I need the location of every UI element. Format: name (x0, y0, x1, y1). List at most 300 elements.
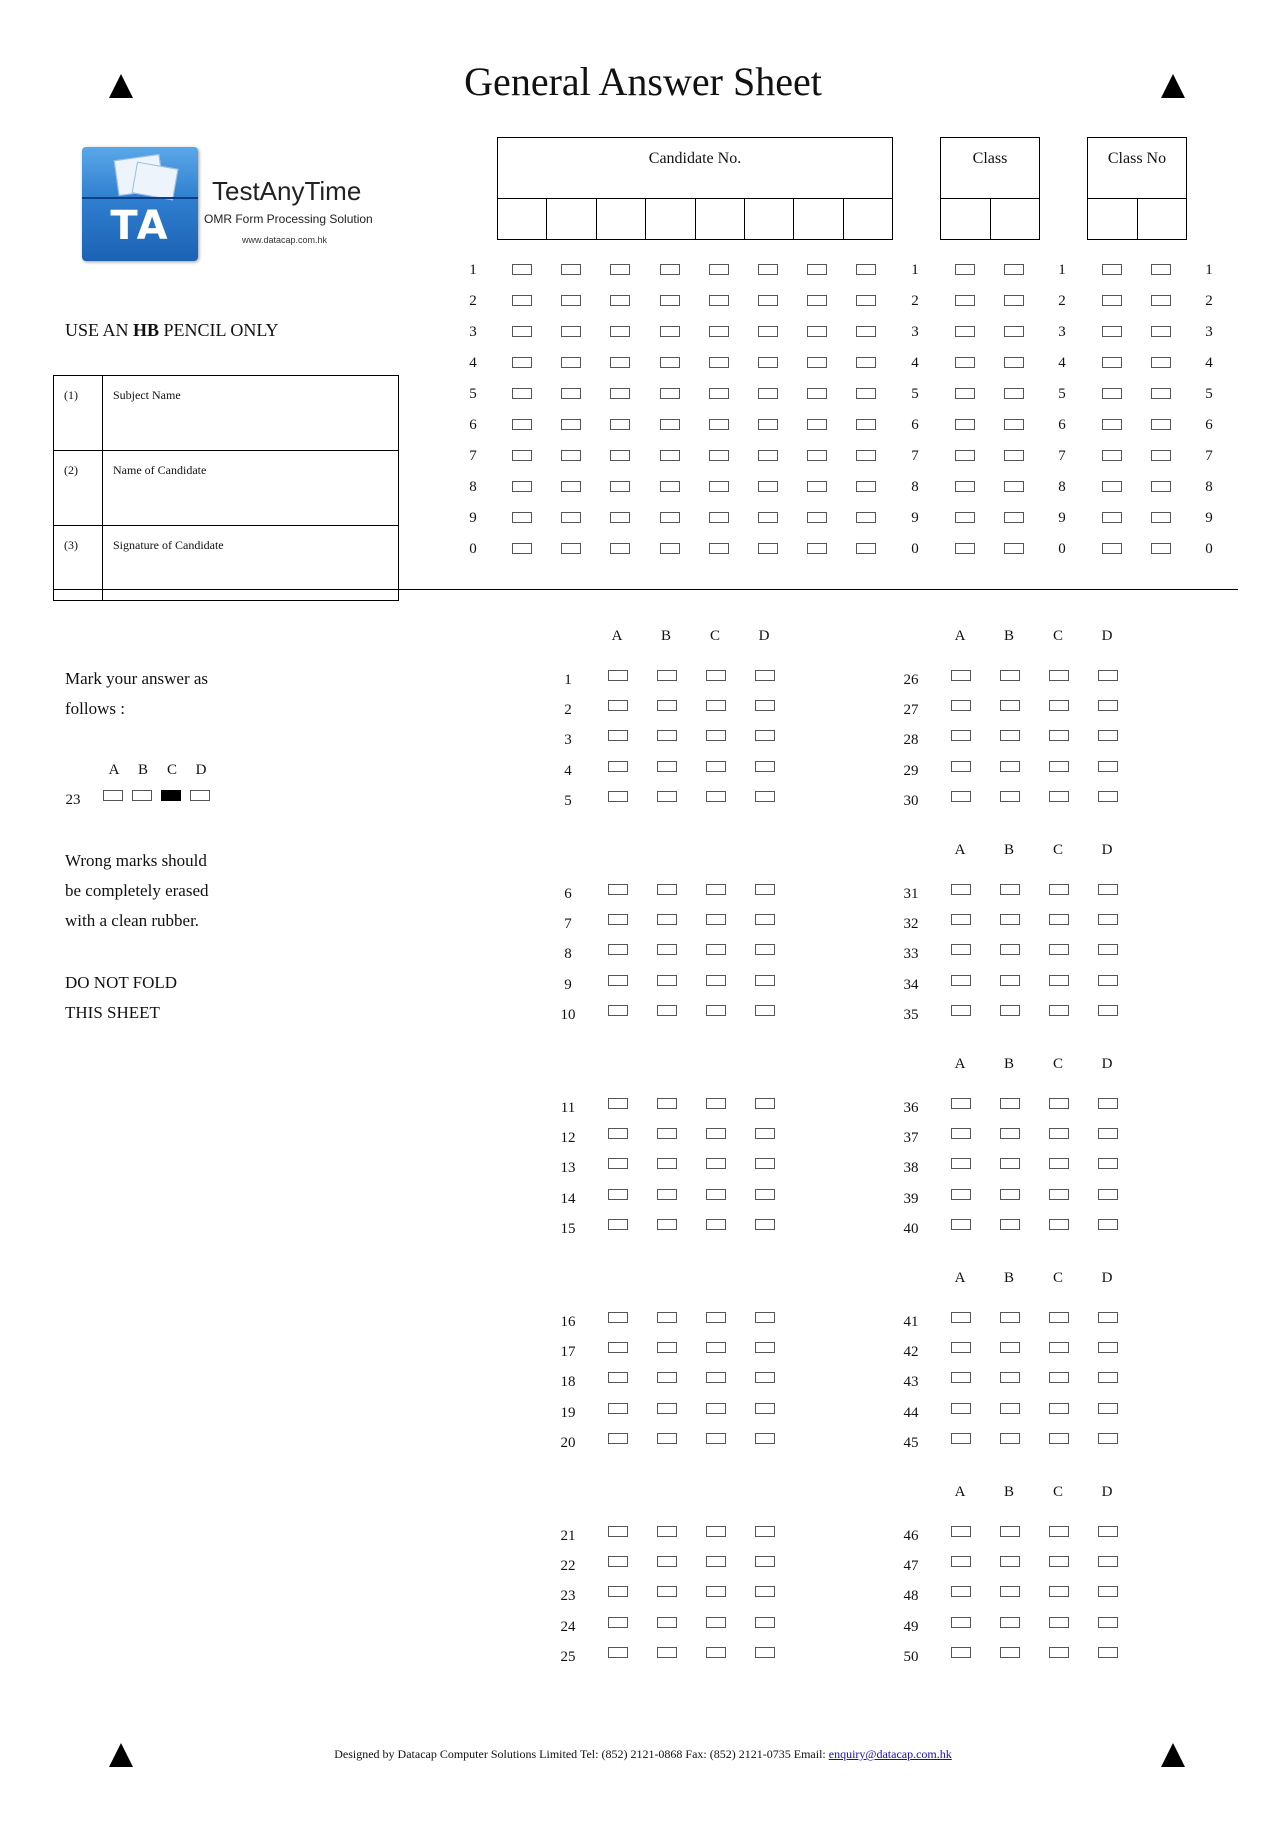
answer-bubble[interactable] (951, 1189, 971, 1200)
answer-bubble[interactable] (706, 1312, 726, 1323)
answer-bubble[interactable] (608, 1556, 628, 1567)
answer-bubble[interactable] (951, 1128, 971, 1139)
answer-bubble[interactable] (706, 1219, 726, 1230)
answer-bubble[interactable] (1000, 1403, 1020, 1414)
candidate-no-bubble[interactable] (610, 419, 630, 430)
class-no-bubble[interactable] (1151, 450, 1171, 461)
candidate-no-bubble[interactable] (660, 264, 680, 275)
answer-bubble[interactable] (1000, 1189, 1020, 1200)
candidate-no-bubble[interactable] (512, 543, 532, 554)
answer-bubble[interactable] (755, 975, 775, 986)
answer-bubble[interactable] (706, 1128, 726, 1139)
answer-bubble[interactable] (951, 1586, 971, 1597)
answer-bubble[interactable] (608, 1098, 628, 1109)
class-no-bubble[interactable] (1151, 264, 1171, 275)
answer-bubble[interactable] (608, 1189, 628, 1200)
candidate-no-bubble[interactable] (660, 388, 680, 399)
candidate-no-bubble[interactable] (709, 419, 729, 430)
answer-bubble[interactable] (1049, 1189, 1069, 1200)
answer-bubble[interactable] (608, 791, 628, 802)
answer-bubble[interactable] (706, 1556, 726, 1567)
answer-bubble[interactable] (755, 1189, 775, 1200)
answer-bubble[interactable] (706, 1433, 726, 1444)
answer-bubble[interactable] (1000, 1219, 1020, 1230)
answer-bubble[interactable] (755, 1312, 775, 1323)
answer-bubble[interactable] (657, 914, 677, 925)
answer-bubble[interactable] (1098, 1526, 1118, 1537)
candidate-no-bubble[interactable] (758, 295, 778, 306)
answer-bubble[interactable] (657, 761, 677, 772)
candidate-no-bubble[interactable] (856, 543, 876, 554)
candidate-no-bubble[interactable] (610, 450, 630, 461)
answer-bubble[interactable] (1098, 1219, 1118, 1230)
answer-bubble[interactable] (1000, 1617, 1020, 1628)
answer-bubble[interactable] (1049, 1342, 1069, 1353)
candidate-no-bubble[interactable] (709, 450, 729, 461)
answer-bubble[interactable] (1098, 1312, 1118, 1323)
answer-bubble[interactable] (608, 761, 628, 772)
answer-bubble[interactable] (1000, 914, 1020, 925)
answer-bubble[interactable] (1098, 700, 1118, 711)
answer-bubble[interactable] (657, 975, 677, 986)
candidate-no-bubble[interactable] (856, 357, 876, 368)
candidate-no-bubble[interactable] (758, 388, 778, 399)
class-bubble[interactable] (955, 295, 975, 306)
answer-bubble[interactable] (657, 944, 677, 955)
answer-bubble[interactable] (755, 670, 775, 681)
answer-bubble[interactable] (755, 1403, 775, 1414)
answer-bubble[interactable] (706, 975, 726, 986)
answer-bubble[interactable] (657, 1219, 677, 1230)
answer-bubble[interactable] (1000, 791, 1020, 802)
class-no-write-cells[interactable] (1088, 198, 1186, 239)
class-write-cells[interactable] (941, 198, 1039, 239)
answer-bubble[interactable] (755, 1005, 775, 1016)
candidate-no-bubble[interactable] (561, 419, 581, 430)
answer-bubble[interactable] (608, 730, 628, 741)
candidate-no-bubble[interactable] (610, 295, 630, 306)
class-no-bubble[interactable] (1151, 419, 1171, 430)
answer-bubble[interactable] (608, 914, 628, 925)
answer-bubble[interactable] (951, 761, 971, 772)
answer-bubble[interactable] (1000, 1098, 1020, 1109)
answer-bubble[interactable] (657, 1556, 677, 1567)
class-no-bubble[interactable] (1102, 543, 1122, 554)
candidate-no-bubble[interactable] (610, 357, 630, 368)
answer-bubble[interactable] (1098, 914, 1118, 925)
candidate-no-bubble[interactable] (561, 295, 581, 306)
class-bubble[interactable] (1004, 388, 1024, 399)
answer-bubble[interactable] (706, 1342, 726, 1353)
answer-bubble[interactable] (657, 730, 677, 741)
answer-bubble[interactable] (755, 730, 775, 741)
candidate-no-bubble[interactable] (758, 512, 778, 523)
answer-bubble[interactable] (951, 944, 971, 955)
answer-bubble[interactable] (951, 1312, 971, 1323)
answer-bubble[interactable] (755, 1098, 775, 1109)
candidate-no-bubble[interactable] (856, 295, 876, 306)
class-no-bubble[interactable] (1102, 295, 1122, 306)
class-no-bubble[interactable] (1151, 357, 1171, 368)
answer-bubble[interactable] (951, 670, 971, 681)
answer-bubble[interactable] (1000, 884, 1020, 895)
answer-bubble[interactable] (951, 1617, 971, 1628)
candidate-no-bubble[interactable] (561, 450, 581, 461)
answer-bubble[interactable] (1049, 761, 1069, 772)
answer-bubble[interactable] (608, 1372, 628, 1383)
answer-bubble[interactable] (1098, 1158, 1118, 1169)
answer-bubble[interactable] (1098, 944, 1118, 955)
answer-bubble[interactable] (657, 1617, 677, 1628)
class-bubble[interactable] (1004, 357, 1024, 368)
answer-bubble[interactable] (608, 884, 628, 895)
answer-bubble[interactable] (706, 914, 726, 925)
answer-bubble[interactable] (1000, 761, 1020, 772)
answer-bubble[interactable] (1098, 791, 1118, 802)
class-no-bubble[interactable] (1151, 481, 1171, 492)
candidate-no-bubble[interactable] (610, 388, 630, 399)
answer-bubble[interactable] (706, 1526, 726, 1537)
answer-bubble[interactable] (755, 1372, 775, 1383)
candidate-no-bubble[interactable] (512, 512, 532, 523)
answer-bubble[interactable] (706, 1586, 726, 1597)
class-bubble[interactable] (955, 543, 975, 554)
answer-bubble[interactable] (706, 944, 726, 955)
candidate-no-bubble[interactable] (660, 295, 680, 306)
candidate-no-bubble[interactable] (561, 264, 581, 275)
candidate-no-bubble[interactable] (610, 264, 630, 275)
candidate-no-bubble[interactable] (709, 295, 729, 306)
answer-bubble[interactable] (608, 1128, 628, 1139)
answer-bubble[interactable] (1049, 1403, 1069, 1414)
answer-bubble[interactable] (1098, 1556, 1118, 1567)
answer-bubble[interactable] (1000, 975, 1020, 986)
answer-bubble[interactable] (657, 1647, 677, 1658)
answer-bubble[interactable] (951, 1005, 971, 1016)
candidate-no-bubble[interactable] (758, 543, 778, 554)
answer-bubble[interactable] (1049, 884, 1069, 895)
answer-bubble[interactable] (1049, 1586, 1069, 1597)
candidate-no-bubble[interactable] (758, 450, 778, 461)
answer-bubble[interactable] (706, 700, 726, 711)
answer-bubble[interactable] (1098, 1005, 1118, 1016)
candidate-no-bubble[interactable] (807, 512, 827, 523)
class-bubble[interactable] (1004, 512, 1024, 523)
class-bubble[interactable] (1004, 264, 1024, 275)
answer-bubble[interactable] (1049, 1617, 1069, 1628)
class-no-bubble[interactable] (1151, 388, 1171, 399)
answer-bubble[interactable] (608, 670, 628, 681)
answer-bubble[interactable] (1049, 700, 1069, 711)
answer-bubble[interactable] (706, 1403, 726, 1414)
candidate-no-bubble[interactable] (807, 450, 827, 461)
candidate-no-bubble[interactable] (856, 419, 876, 430)
candidate-no-bubble[interactable] (709, 357, 729, 368)
answer-bubble[interactable] (657, 1128, 677, 1139)
answer-bubble[interactable] (1049, 1005, 1069, 1016)
answer-bubble[interactable] (1098, 730, 1118, 741)
class-bubble[interactable] (1004, 326, 1024, 337)
candidate-no-bubble[interactable] (660, 326, 680, 337)
answer-bubble[interactable] (951, 1372, 971, 1383)
class-no-bubble[interactable] (1151, 512, 1171, 523)
candidate-no-bubble[interactable] (709, 388, 729, 399)
candidate-no-bubble[interactable] (610, 512, 630, 523)
class-no-bubble[interactable] (1102, 388, 1122, 399)
answer-bubble[interactable] (1000, 1128, 1020, 1139)
class-bubble[interactable] (955, 450, 975, 461)
candidate-no-bubble[interactable] (807, 388, 827, 399)
answer-bubble[interactable] (657, 1342, 677, 1353)
answer-bubble[interactable] (1098, 1098, 1118, 1109)
candidate-signature-field[interactable]: Signature of Candidate (103, 526, 399, 601)
candidate-no-bubble[interactable] (561, 357, 581, 368)
answer-bubble[interactable] (608, 1312, 628, 1323)
answer-bubble[interactable] (755, 761, 775, 772)
answer-bubble[interactable] (608, 1617, 628, 1628)
answer-bubble[interactable] (608, 1403, 628, 1414)
answer-bubble[interactable] (755, 1128, 775, 1139)
class-no-bubble[interactable] (1102, 450, 1122, 461)
candidate-no-bubble[interactable] (660, 543, 680, 554)
class-no-bubble[interactable] (1151, 326, 1171, 337)
class-bubble[interactable] (955, 357, 975, 368)
class-no-bubble[interactable] (1102, 419, 1122, 430)
answer-bubble[interactable] (706, 1372, 726, 1383)
candidate-no-bubble[interactable] (856, 388, 876, 399)
answer-bubble[interactable] (657, 1189, 677, 1200)
candidate-no-bubble[interactable] (709, 326, 729, 337)
candidate-no-bubble[interactable] (660, 481, 680, 492)
answer-bubble[interactable] (1000, 1586, 1020, 1597)
class-no-bubble[interactable] (1102, 357, 1122, 368)
class-bubble[interactable] (955, 264, 975, 275)
answer-bubble[interactable] (608, 1219, 628, 1230)
answer-bubble[interactable] (608, 700, 628, 711)
answer-bubble[interactable] (706, 761, 726, 772)
answer-bubble[interactable] (755, 1556, 775, 1567)
answer-bubble[interactable] (951, 1433, 971, 1444)
candidate-no-bubble[interactable] (856, 512, 876, 523)
candidate-no-bubble[interactable] (512, 295, 532, 306)
answer-bubble[interactable] (1049, 914, 1069, 925)
answer-bubble[interactable] (608, 1647, 628, 1658)
class-no-bubble[interactable] (1102, 326, 1122, 337)
answer-bubble[interactable] (657, 1312, 677, 1323)
candidate-no-bubble[interactable] (660, 357, 680, 368)
candidate-no-bubble[interactable] (512, 388, 532, 399)
candidate-no-bubble[interactable] (512, 450, 532, 461)
candidate-no-bubble[interactable] (561, 543, 581, 554)
answer-bubble[interactable] (1049, 670, 1069, 681)
answer-bubble[interactable] (1049, 944, 1069, 955)
candidate-no-bubble[interactable] (807, 326, 827, 337)
answer-bubble[interactable] (1000, 670, 1020, 681)
answer-bubble[interactable] (1000, 1372, 1020, 1383)
answer-bubble[interactable] (951, 1098, 971, 1109)
answer-bubble[interactable] (1049, 1098, 1069, 1109)
answer-bubble[interactable] (1000, 1158, 1020, 1169)
candidate-no-bubble[interactable] (660, 512, 680, 523)
answer-bubble[interactable] (706, 730, 726, 741)
answer-bubble[interactable] (755, 791, 775, 802)
answer-bubble[interactable] (1049, 1372, 1069, 1383)
answer-bubble[interactable] (1049, 1556, 1069, 1567)
class-bubble[interactable] (1004, 543, 1024, 554)
answer-bubble[interactable] (1049, 1526, 1069, 1537)
answer-bubble[interactable] (706, 1098, 726, 1109)
candidate-no-bubble[interactable] (856, 264, 876, 275)
answer-bubble[interactable] (1049, 1433, 1069, 1444)
answer-bubble[interactable] (755, 884, 775, 895)
class-bubble[interactable] (955, 512, 975, 523)
class-no-bubble[interactable] (1102, 512, 1122, 523)
class-no-bubble[interactable] (1151, 543, 1171, 554)
answer-bubble[interactable] (657, 884, 677, 895)
answer-bubble[interactable] (706, 1158, 726, 1169)
answer-bubble[interactable] (1000, 700, 1020, 711)
class-bubble[interactable] (955, 326, 975, 337)
answer-bubble[interactable] (1098, 1647, 1118, 1658)
answer-bubble[interactable] (1049, 1312, 1069, 1323)
class-bubble[interactable] (1004, 295, 1024, 306)
answer-bubble[interactable] (951, 1556, 971, 1567)
answer-bubble[interactable] (1049, 975, 1069, 986)
candidate-no-bubble[interactable] (807, 419, 827, 430)
answer-bubble[interactable] (951, 791, 971, 802)
answer-bubble[interactable] (1098, 1586, 1118, 1597)
candidate-no-bubble[interactable] (512, 357, 532, 368)
answer-bubble[interactable] (1098, 1433, 1118, 1444)
answer-bubble[interactable] (1098, 670, 1118, 681)
candidate-no-bubble[interactable] (758, 326, 778, 337)
class-bubble[interactable] (1004, 419, 1024, 430)
answer-bubble[interactable] (657, 1372, 677, 1383)
answer-bubble[interactable] (951, 1158, 971, 1169)
answer-bubble[interactable] (657, 700, 677, 711)
answer-bubble[interactable] (657, 670, 677, 681)
class-bubble[interactable] (1004, 450, 1024, 461)
answer-bubble[interactable] (608, 1005, 628, 1016)
answer-bubble[interactable] (1000, 1342, 1020, 1353)
answer-bubble[interactable] (1049, 730, 1069, 741)
answer-bubble[interactable] (755, 1433, 775, 1444)
candidate-no-bubble[interactable] (610, 481, 630, 492)
answer-bubble[interactable] (657, 1158, 677, 1169)
candidate-no-bubble[interactable] (807, 481, 827, 492)
candidate-no-bubble[interactable] (660, 450, 680, 461)
answer-bubble[interactable] (755, 1158, 775, 1169)
candidate-no-bubble[interactable] (856, 326, 876, 337)
candidate-no-bubble[interactable] (758, 481, 778, 492)
class-bubble[interactable] (955, 419, 975, 430)
candidate-no-bubble[interactable] (856, 481, 876, 492)
answer-bubble[interactable] (1098, 1403, 1118, 1414)
candidate-no-bubble[interactable] (512, 419, 532, 430)
candidate-no-bubble[interactable] (758, 264, 778, 275)
answer-bubble[interactable] (657, 1433, 677, 1444)
answer-bubble[interactable] (1000, 1312, 1020, 1323)
class-bubble[interactable] (955, 388, 975, 399)
answer-bubble[interactable] (706, 670, 726, 681)
class-no-bubble[interactable] (1151, 295, 1171, 306)
subject-name-field[interactable]: Subject Name (103, 376, 399, 451)
answer-bubble[interactable] (1049, 1647, 1069, 1658)
candidate-no-bubble[interactable] (561, 512, 581, 523)
answer-bubble[interactable] (755, 1647, 775, 1658)
candidate-no-bubble[interactable] (709, 264, 729, 275)
answer-bubble[interactable] (657, 1098, 677, 1109)
candidate-name-field[interactable]: Name of Candidate (103, 451, 399, 526)
answer-bubble[interactable] (1000, 1526, 1020, 1537)
answer-bubble[interactable] (1049, 1219, 1069, 1230)
answer-bubble[interactable] (951, 1342, 971, 1353)
answer-bubble[interactable] (951, 700, 971, 711)
answer-bubble[interactable] (1098, 1617, 1118, 1628)
answer-bubble[interactable] (1000, 944, 1020, 955)
candidate-no-bubble[interactable] (709, 512, 729, 523)
answer-bubble[interactable] (1000, 1647, 1020, 1658)
answer-bubble[interactable] (608, 1342, 628, 1353)
answer-bubble[interactable] (608, 1433, 628, 1444)
class-no-bubble[interactable] (1102, 481, 1122, 492)
answer-bubble[interactable] (1049, 1128, 1069, 1139)
answer-bubble[interactable] (951, 1526, 971, 1537)
answer-bubble[interactable] (657, 1403, 677, 1414)
answer-bubble[interactable] (951, 1647, 971, 1658)
answer-bubble[interactable] (755, 914, 775, 925)
answer-bubble[interactable] (1000, 1005, 1020, 1016)
answer-bubble[interactable] (1098, 1372, 1118, 1383)
answer-bubble[interactable] (1000, 730, 1020, 741)
answer-bubble[interactable] (755, 700, 775, 711)
answer-bubble[interactable] (1098, 1128, 1118, 1139)
candidate-no-bubble[interactable] (610, 326, 630, 337)
answer-bubble[interactable] (755, 1586, 775, 1597)
answer-bubble[interactable] (1049, 1158, 1069, 1169)
answer-bubble[interactable] (1098, 884, 1118, 895)
footer-email-link[interactable]: enquiry@datacap.com.hk (828, 1747, 952, 1761)
candidate-no-bubble[interactable] (807, 295, 827, 306)
answer-bubble[interactable] (951, 1403, 971, 1414)
answer-bubble[interactable] (951, 975, 971, 986)
answer-bubble[interactable] (951, 914, 971, 925)
answer-bubble[interactable] (1098, 1189, 1118, 1200)
class-bubble[interactable] (955, 481, 975, 492)
answer-bubble[interactable] (706, 1005, 726, 1016)
answer-bubble[interactable] (1098, 975, 1118, 986)
answer-bubble[interactable] (706, 1189, 726, 1200)
answer-bubble[interactable] (608, 1526, 628, 1537)
answer-bubble[interactable] (951, 884, 971, 895)
answer-bubble[interactable] (1000, 1433, 1020, 1444)
answer-bubble[interactable] (951, 730, 971, 741)
answer-bubble[interactable] (755, 1219, 775, 1230)
candidate-no-bubble[interactable] (512, 264, 532, 275)
answer-bubble[interactable] (1049, 791, 1069, 802)
class-bubble[interactable] (1004, 481, 1024, 492)
answer-bubble[interactable] (755, 1617, 775, 1628)
answer-bubble[interactable] (657, 1586, 677, 1597)
answer-bubble[interactable] (1000, 1556, 1020, 1567)
answer-bubble[interactable] (608, 944, 628, 955)
answer-bubble[interactable] (657, 1005, 677, 1016)
answer-bubble[interactable] (706, 1617, 726, 1628)
answer-bubble[interactable] (706, 1647, 726, 1658)
answer-bubble[interactable] (951, 1219, 971, 1230)
candidate-no-bubble[interactable] (709, 543, 729, 554)
answer-bubble[interactable] (1098, 761, 1118, 772)
